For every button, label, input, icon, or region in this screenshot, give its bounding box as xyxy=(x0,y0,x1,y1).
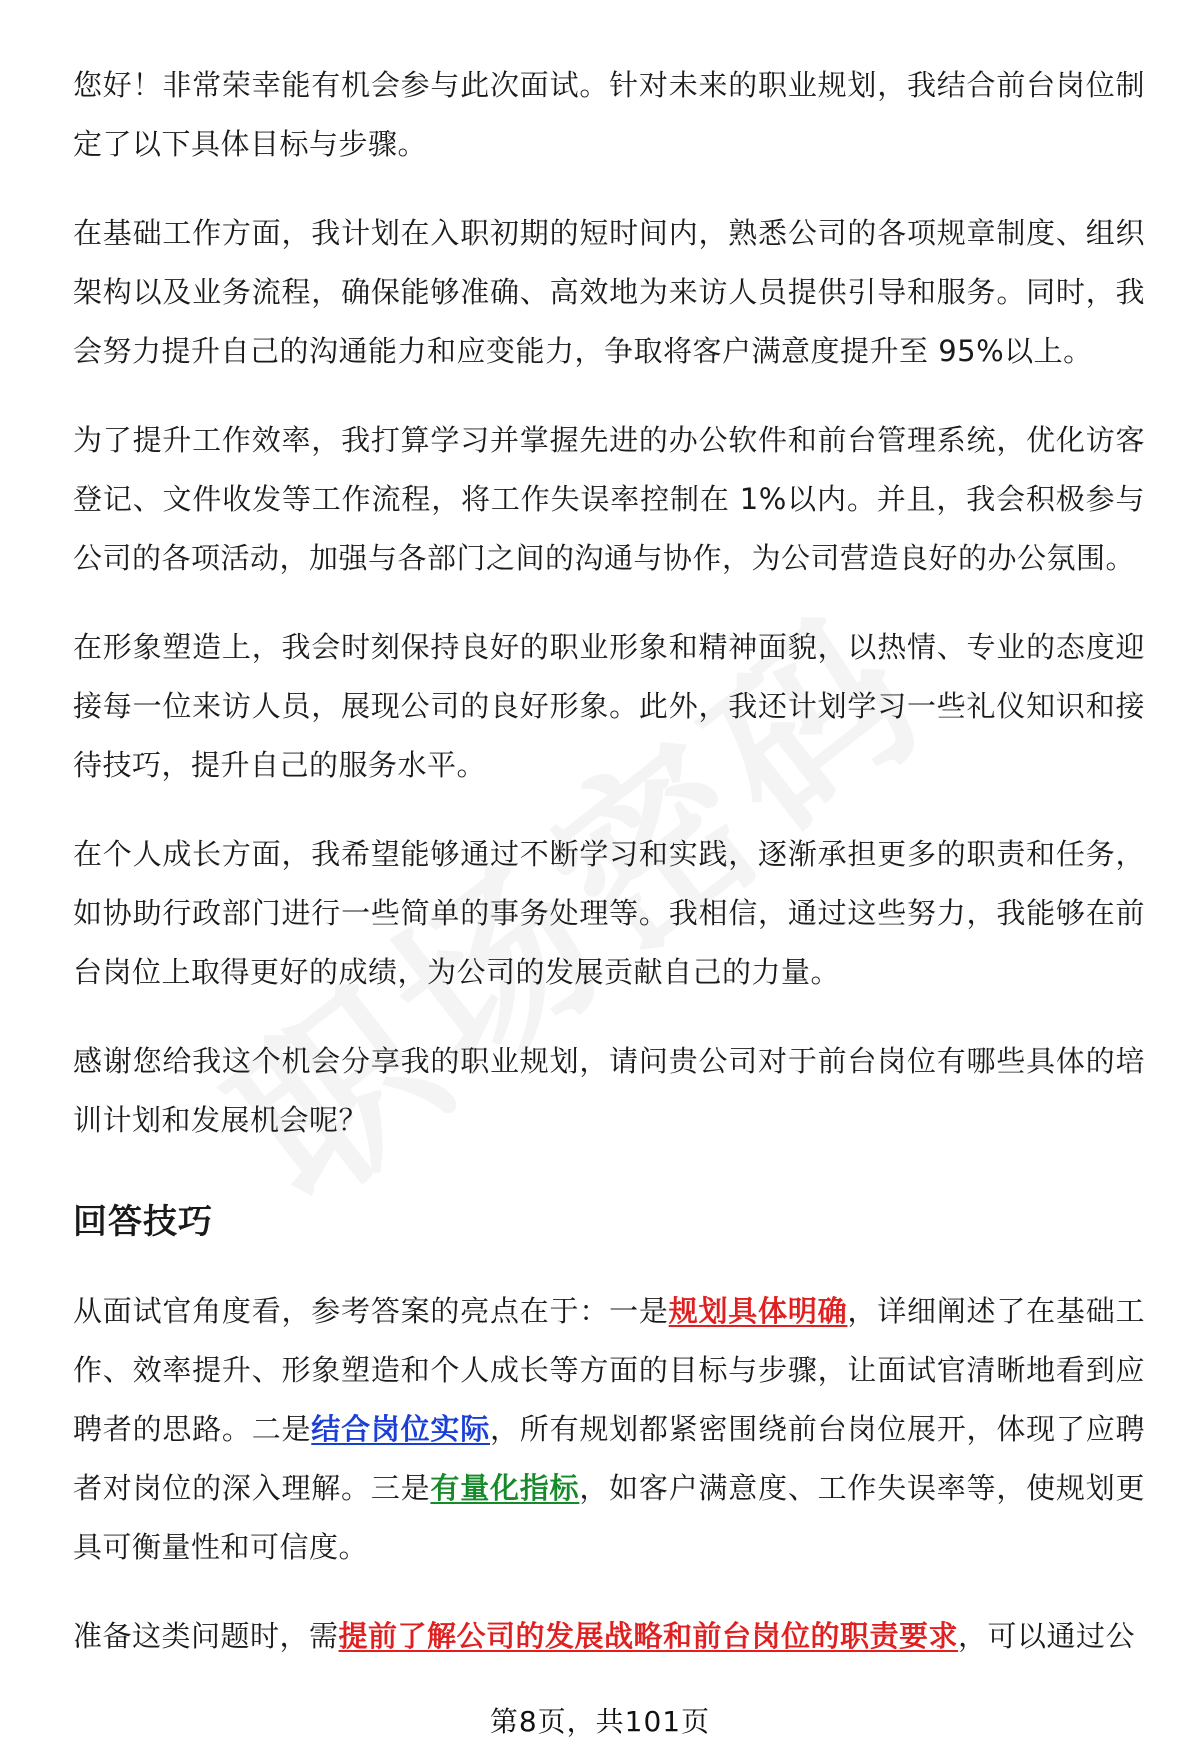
paragraph-thanks: 感谢您给我这个机会分享我的职业规划，请问贵公司对于前台岗位有哪些具体的培训计划和发展机会呢？ xyxy=(73,1044,1145,1137)
paragraph-tips-prepare xyxy=(73,1607,1145,1666)
paragraph-tips-analysis xyxy=(73,1282,1145,1577)
highlight-research-company: 提前了解公司的发展战略和前台岗位的职责要求 xyxy=(338,1619,959,1653)
highlight-specific-plan: 规划具体明确 xyxy=(668,1294,848,1328)
tips-text: 准备这类问题时，需 xyxy=(73,1619,339,1653)
page-number: 第8页，共101页 xyxy=(489,1705,711,1738)
highlight-job-fit: 结合岗位实际 xyxy=(311,1412,490,1446)
paragraph-greeting: 您好！非常荣幸能有机会参与此次面试。针对未来的职业规划，我结合前台岗位制定了以下具体目标与步骤。 xyxy=(73,68,1145,161)
tips-text: 从面试官角度看，参考答案的亮点在于：一是 xyxy=(73,1294,669,1328)
tips-text: ，如客户满意度、工作失误率等，使规划更具可衡量性和可信度。 xyxy=(73,1471,1145,1564)
paragraph-efficiency: 为了提升工作效率，我打算学习并掌握先进的办公软件和前台管理系统，优化访客登记、文件收发等工作流程，将工作失误率控制在 1%以内。并且，我会积极参与公司的各项活动，加强与各部门之间的沟通与协作，为公司营造良好的办公氛围。 xyxy=(73,423,1145,575)
document-body xyxy=(73,56,1145,1696)
section-heading: 回答技巧 xyxy=(73,1202,213,1242)
paragraph-basic-work: 在基础工作方面，我计划在入职初期的短时间内，熟悉公司的各项规章制度、组织架构以及业务流程，确保能够准确、高效地为来访人员提供引导和服务。同时，我会努力提升自己的沟通能力和应变能力，争取将客户满意度提升至 95%以上。 xyxy=(73,216,1145,368)
highlight-quantified: 有量化指标 xyxy=(430,1471,580,1505)
paragraph-image: 在形象塑造上，我会时刻保持良好的职业形象和精神面貌，以热情、专业的态度迎接每一位来访人员，展现公司的良好形象。此外，我还计划学习一些礼仪知识和接待技巧，提升自己的服务水平。 xyxy=(73,630,1145,782)
tips-text: ，所有规划都紧密围绕前台岗位展开，体现了应聘者对岗位的深入理解。三是 xyxy=(73,1412,1145,1505)
tips-text: ，详细阐述了在基础工作、效率提升、形象塑造和个人成长等方面的目标与步骤，让面试官清晰地看到应聘者的思路。二是 xyxy=(73,1294,1145,1446)
paragraph-growth: 在个人成长方面，我希望能够通过不断学习和实践，逐渐承担更多的职责和任务，如协助行政部门进行一些简单的事务处理等。我相信，通过这些努力，我能够在前台岗位上取得更好的成绩，为公司的发展贡献自己的力量。 xyxy=(73,837,1145,989)
tips-text: ，可以通过公 xyxy=(958,1619,1136,1653)
